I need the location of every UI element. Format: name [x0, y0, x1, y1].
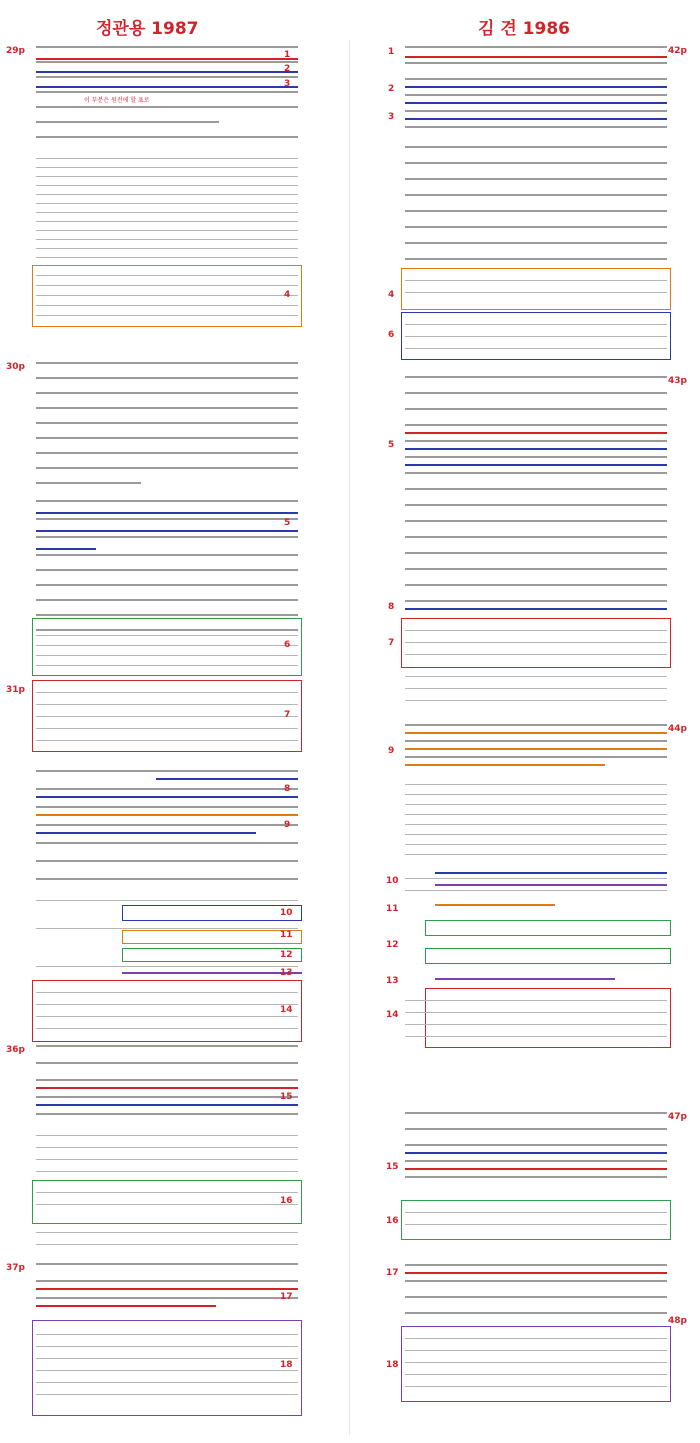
left-page-36: 36p	[6, 1045, 25, 1055]
left-marker-8: 8	[284, 784, 291, 794]
r-underline-15a	[405, 1152, 667, 1154]
r-highlight-box-12a	[425, 920, 671, 936]
left-marker-6: 6	[284, 640, 291, 650]
r-underline-5a	[405, 432, 667, 434]
left-marker-14: 14	[280, 1005, 293, 1015]
left-page-30: 30p	[6, 362, 25, 372]
r-underline-15b	[405, 1168, 667, 1170]
right-marker-8: 8	[388, 602, 395, 612]
underline-8a	[156, 778, 298, 780]
r-underline-9c	[405, 764, 605, 766]
left-marker-18: 18	[280, 1360, 293, 1370]
left-title: 정관용 1987	[96, 19, 199, 39]
underline-2	[36, 71, 298, 73]
r-underline-13	[435, 978, 615, 980]
right-page-44: 44p	[668, 724, 687, 734]
highlight-box-12	[122, 948, 302, 962]
right-marker-13: 13	[386, 976, 399, 986]
right-page-43: 43p	[668, 376, 687, 386]
underline-9b	[36, 832, 256, 834]
left-marker-4: 4	[284, 290, 291, 300]
right-marker-12: 12	[386, 940, 399, 950]
right-marker-18: 18	[386, 1360, 399, 1370]
right-marker-15: 15	[386, 1162, 399, 1172]
left-marker-16: 16	[280, 1196, 293, 1206]
right-title: 김 견 1986	[478, 19, 570, 39]
right-marker-16: 16	[386, 1216, 399, 1226]
underline-17b	[36, 1305, 216, 1307]
underline-5b	[36, 530, 298, 532]
left-page-31: 31p	[6, 685, 25, 695]
correction-note: 이 부분은 원전에 할 표로	[84, 97, 150, 104]
underline-9a	[36, 814, 298, 816]
underline-5c	[36, 548, 96, 550]
right-marker-10: 10	[386, 876, 399, 886]
underline-5a	[36, 512, 298, 514]
right-marker-9: 9	[388, 746, 395, 756]
r-underline-10a	[435, 872, 667, 874]
left-marker-5: 5	[284, 518, 291, 528]
left-marker-11: 11	[280, 930, 293, 940]
r-highlight-box-4	[401, 268, 671, 310]
r-underline-1	[405, 56, 667, 58]
left-page-37: 37p	[6, 1263, 25, 1273]
right-marker-3: 3	[388, 112, 395, 122]
highlight-box-11	[122, 930, 302, 944]
r-underline-17	[405, 1272, 667, 1274]
right-marker-14: 14	[386, 1010, 399, 1020]
r-underline-9b	[405, 748, 667, 750]
left-marker-9: 9	[284, 820, 291, 830]
highlight-box-16	[32, 1180, 302, 1224]
left-marker-15: 15	[280, 1092, 293, 1102]
r-underline-5c	[405, 464, 667, 466]
r-underline-5b	[405, 448, 667, 450]
r-underline-2	[405, 86, 667, 88]
right-page-47: 47p	[668, 1112, 687, 1122]
left-marker-3: 3	[284, 79, 291, 89]
r-underline-8	[405, 608, 667, 610]
r-highlight-box-7	[401, 618, 671, 668]
highlight-box-10	[122, 905, 302, 921]
r-highlight-box-14	[425, 988, 671, 1048]
highlight-box-6	[32, 618, 302, 676]
r-underline-10b	[435, 884, 667, 886]
right-marker-11: 11	[386, 904, 399, 914]
left-marker-12: 12	[280, 950, 293, 960]
r-underline-3a	[405, 102, 667, 104]
left-page-29: 29p	[6, 46, 25, 56]
underline-17a	[36, 1288, 298, 1290]
right-marker-17: 17	[386, 1268, 399, 1278]
left-marker-1: 1	[284, 50, 291, 60]
left-marker-13: 13	[280, 968, 293, 978]
right-marker-4: 4	[388, 290, 395, 300]
right-marker-5: 5	[388, 440, 395, 450]
underline-13	[122, 972, 302, 974]
left-marker-17: 17	[280, 1292, 293, 1302]
highlight-box-14	[32, 980, 302, 1042]
right-page-42: 42p	[668, 46, 687, 56]
r-highlight-box-16	[401, 1200, 671, 1240]
r-underline-11	[435, 904, 555, 906]
column-divider	[349, 40, 350, 1435]
r-underline-3b	[405, 118, 667, 120]
right-marker-2: 2	[388, 84, 395, 94]
right-marker-7: 7	[388, 638, 395, 648]
underline-15a	[36, 1087, 298, 1089]
r-highlight-box-12b	[425, 948, 671, 964]
right-marker-1: 1	[388, 47, 395, 57]
left-marker-7: 7	[284, 710, 291, 720]
right-page-48: 48p	[668, 1316, 687, 1326]
r-underline-9a	[405, 732, 667, 734]
underline-3	[36, 86, 298, 88]
left-marker-2: 2	[284, 64, 291, 74]
underline-8b	[36, 796, 298, 798]
left-marker-10: 10	[280, 908, 293, 918]
underline-1	[36, 58, 298, 60]
underline-15b	[36, 1104, 298, 1106]
right-marker-6: 6	[388, 330, 395, 340]
